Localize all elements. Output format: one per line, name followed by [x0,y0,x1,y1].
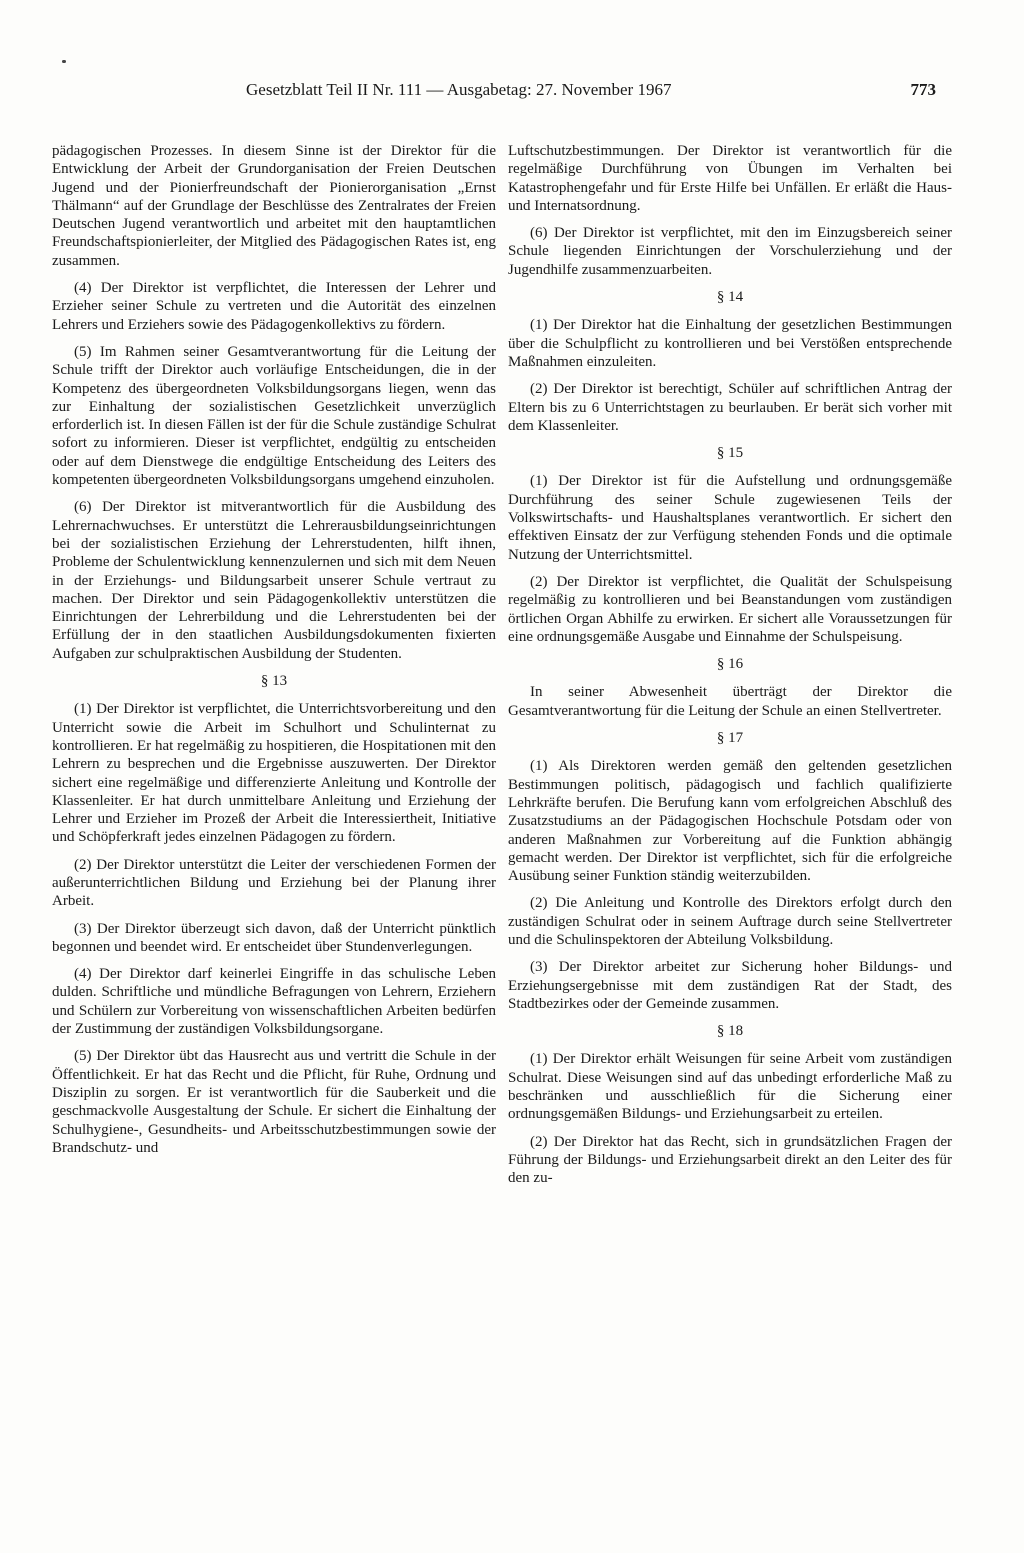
section-heading: § 15 [716,445,744,462]
paragraph: (1) Der Direktor ist für die Aufstellung und ordnungsgemäße Durchführung des seiner Schule zugewiesenen Teils der Volkswirtschafts- und Haushaltsplanes verantwortlich. Er sichert den effektiven Einsatz der zur Verfügung stehenden Fonds und die optimale Nutzung der Unterrichtsmittel. [508,473,952,563]
paragraph: (2) Der Direktor ist berechtigt, Schüler auf schriftlichen Antrag der Eltern bis zu 6 Unterrichtstagen zu beurlauben. Er berät sich vorher mit dem Klassenleiter. [508,381,952,434]
section-heading: § 18 [716,1023,744,1040]
section-heading: § 13 [260,673,288,690]
paragraph: Luftschutzbestimmungen. Der Direktor ist verantwortlich für die regelmäßige Durchführung von Übungen im Verhalten bei Katastrophengefahr und für Erste Hilfe bei Unfällen. Er erläßt die Haus- und Internatsordnung. [508,143,952,214]
right-column [508,142,952,1197]
page-header [246,78,936,102]
section-heading: § 14 [716,289,744,306]
paragraph: (4) Der Direktor ist verpflichtet, die Interessen der Lehrer und Erzieher seiner Schule zu vertreten und die Autorität des einzelnen Lehrers und Erziehers sowie des Pädagogenkollektivs zu fördern. [52,280,496,333]
paragraph: (1) Der Direktor erhält Weisungen für seine Arbeit vom zuständigen Schulrat. Diese Weisungen sind auf das unbedingt erforderliche Maß zu beschränken und ausschließlich für die Sicherung einer ordnungsgemäßen Bildungs- und Erziehungsarbeit zu erteilen. [508,1051,952,1123]
paragraph: (3) Der Direktor überzeugt sich davon, daß der Unterricht pünktlich begonnen und beendet wird. Er entscheidet über Stundenverlegungen. [52,920,496,955]
paragraph: (2) Der Direktor ist verpflichtet, die Qualität der Schulspeisung regelmäßig zu kontrollieren und bei Beanstandungen vom zuständigen örtlichen Organ Abhilfe zu erwirken. Er sichert alle Voraussetzungen für eine ordnungsgemäße Ausgabe und Einnahme der Schulspeisung. [508,573,952,645]
paragraph: (1) Der Direktor hat die Einhaltung der gesetzlichen Bestimmungen über die Schulpflicht zu kontrollieren und bei Verstößen entsprechende Maßnahmen einzuleiten. [508,317,952,370]
paragraph: (3) Der Direktor arbeitet zur Sicherung hoher Bildungs- und Erziehungsergebnisse mit dem zuständigen Rat der Stadt, des Stadtbezirkes oder der Gemeinde zusammen. [508,959,952,1012]
running-head: Gesetzblatt Teil II Nr. 111 — Ausgabetag: 27. November 1967 [246,80,672,99]
paragraph: In seiner Abwesenheit überträgt der Direktor die Gesamtverantwortung für die Leitung der Schule an einen Stellvertreter. [508,684,952,719]
paragraph: (2) Die Anleitung und Kontrolle des Direktors erfolgt durch den zuständigen Schulrat oder in seinem Auftrage durch seine Stellvertreter und die Schulinspektoren der Abteilung Volksbildung. [508,895,952,948]
page-number: 773 [910,80,936,99]
paragraph: (4) Der Direktor darf keinerlei Eingriffe in das schulische Leben dulden. Schriftliche und mündliche Befragungen von Lehrern, Erziehern und Schülern zur Vorbereitung von wissenschaftlichen Arbeiten bedürfen der Zustimmung der zuständigen Volksbildungsorgane. [52,966,496,1038]
paragraph: (5) Der Direktor übt das Hausrecht aus und vertritt die Schule in der Öffentlichkeit. Er hat das Recht und die Pflicht, für Ruhe, Ordnung und Disziplin zu sorgen. Er ist verantwortlich für die Sauberkeit und die geschmackvolle Ausgestaltung der Schule. Er sichert die Einhaltung der Schulhygiene-, Gesundheits- und Arbeitsschutzbestimmungen sowie der Brandschutz- und [52,1048,496,1156]
paragraph: (1) Der Direktor ist verpflichtet, die Unterrichtsvorbereitung und den Unterricht sowie die Arbeit im Schulhort und Schulinternat zu kontrollieren. Er hat regelmäßig zu hospitieren, die Hospitationen mit den Lehrern zu besprechen und die Ergebnisse auszuwerten. Der Direktor sichert eine regelmäßige und differenzierte Anleitung und Kontrolle der Klassenleiter. Er hat durch unmittelbare Anleitung und Erziehung der Lehrer und Erzieher im Prozeß der Arbeit die Interessiertheit, Initiative und Schöpferkraft jedes einzelnen Pädagogen zu fördern. [52,701,496,846]
paragraph: (2) Der Direktor hat das Recht, sich in grundsätzlichen Fragen der Führung der Bildungs- und Erziehungsarbeit direkt an den Leiter des für den zu- [508,1133,952,1187]
paragraph: (6) Der Direktor ist mitverantwortlich für die Ausbildung des Lehrernachwuchses. Er unterstützt die Lehrerausbildungseinrichtungen bei der sozialistischen Erziehung der Lehrerstudenten, hilft ihnen, Probleme der Schulentwicklung kennenzulernen und sich mit dem Neuen in der Erziehungs- und Bildungsarbeit unserer Schule vertraut zu machen. Der Direktor und sein Pädagogenkollektiv unterstützen die Einrichtungen der Lehrerbildung und die Lehrerstudenten bei der Erfüllung der in den staatlichen Ausbildungsdokumenten fixierten Aufgaben zur schulpraktischen Ausbildung der Studenten. [52,499,496,662]
section-heading: § 16 [716,656,744,673]
paragraph: (6) Der Direktor ist verpflichtet, mit den im Einzugsbereich seiner Schule liegenden Einrichtungen der Vorschulerziehung und der Jugendhilfe zusammenzuarbeiten. [508,225,952,278]
paragraph: (5) Im Rahmen seiner Gesamtverantwortung für die Leitung der Schule trifft der Direktor auch vorläufige Entscheidungen, die in der Kompetenz des übergeordneten Volksbildungsorgans liegen, wenn das zur Einhaltung der sozialistischen Gesetzlichkeit unverzüglich erforderlich ist. In diesen Fällen ist der für die Schule zuständige Schulrat sofort zu informieren. Dieser ist verpflichtet, endgültig zu entscheiden oder auf dem Dienstwege die endgültige Entscheidung des Leiters des kompetenten übergeordneten Volksbildungsorgans umgehend einzuholen. [52,343,496,489]
paragraph: (1) Als Direktoren werden gemäß den geltenden gesetzlichen Bestimmungen politisch, pädagogisch und fachlich qualifizierte Lehrkräfte berufen. Die Berufung kann vom erfolgreichen Abschluß des Zusatzstudiums an der Pädagogischen Hochschule Potsdam oder von anderen Maßnahmen zur Vorbereitung auf die Funktion abhängig gemacht werden. Der Direktor ist verpflichtet, sich für die erfolgreiche Ausübung seiner Funktion ständig weiterzubilden. [508,758,952,885]
paragraph: pädagogischen Prozesses. In diesem Sinne ist der Direktor für die Entwicklung der Arbeit der Grundorganisation der Freien Deutschen Jugend und der Pionierfreundschaft der Pionierorganisation „Ernst Thälmann“ auf der Grundlage der Beschlüsse des Zentralrates der Freien Deutschen Jugend verantwortlich und arbeitet mit den hauptamtlichen Freundschaftspionierleiter, der Mitglied des Pädagogischen Rates ist, eng zusammen. [52,143,496,269]
section-heading: § 17 [716,730,744,747]
scan-speck [62,60,66,63]
left-column [52,142,496,1166]
paragraph: (2) Der Direktor unterstützt die Leiter der verschiedenen Formen der außerunterrichtlichen Bildung und Erziehung bei der Planung ihrer Arbeit. [52,856,496,910]
